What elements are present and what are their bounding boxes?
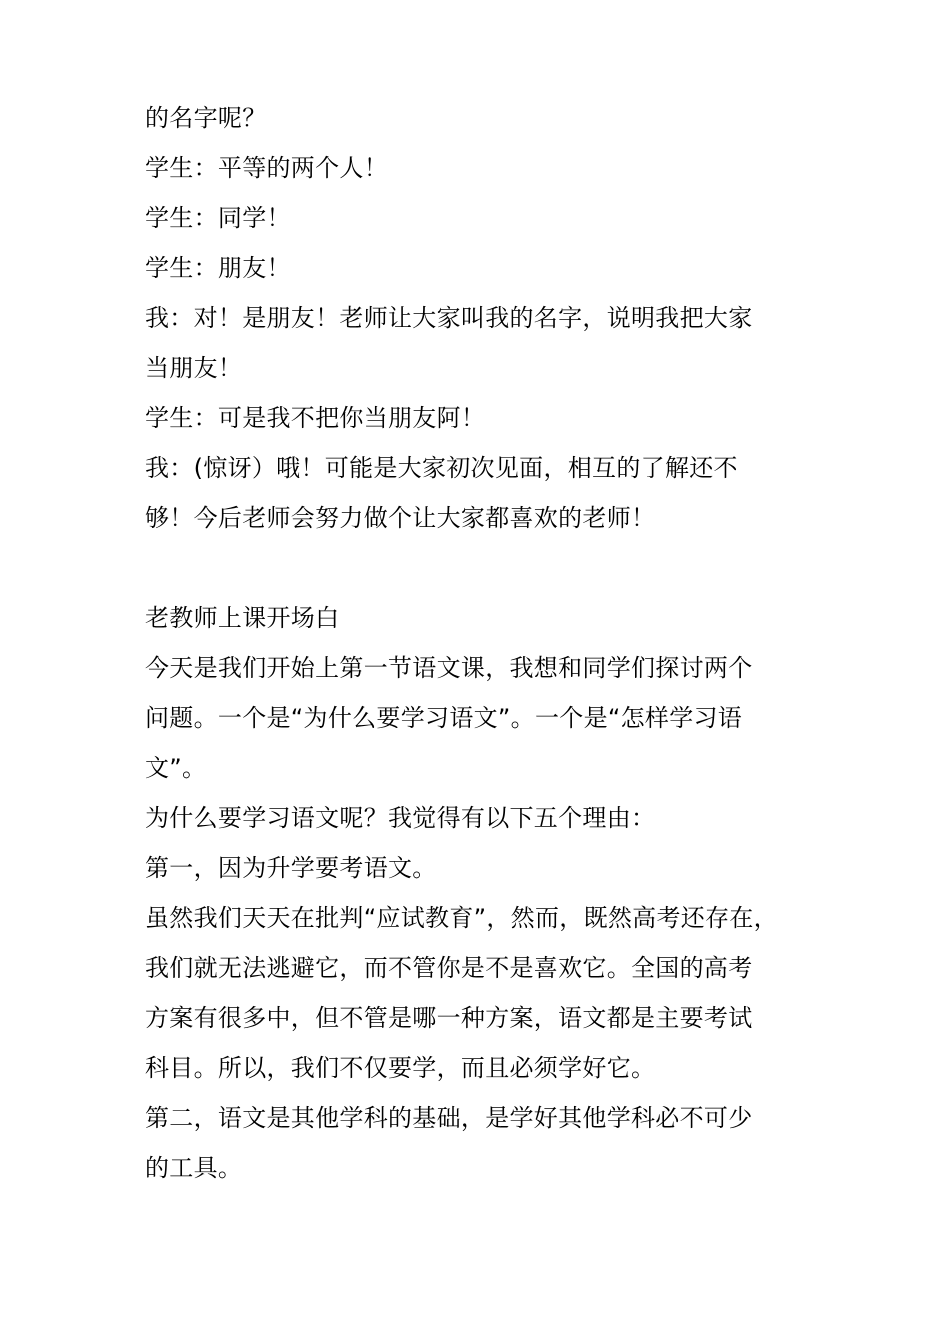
text-line: 当朋友！ <box>145 354 243 382</box>
text-line: 学生：朋友！ <box>145 254 291 282</box>
blank-line <box>145 543 795 593</box>
text-line: 学生：可是我不把你当朋友阿！ <box>145 404 486 432</box>
text-line: 我们就无法逃避它，而不管你是不是喜欢它。全国的高考 <box>145 954 753 982</box>
section-heading: 老教师上课开场白 <box>145 604 340 632</box>
text-line: 科目。所以，我们不仅要学，而且必须学好它。 <box>145 1054 656 1082</box>
text-line: 的名字呢？ <box>145 104 267 132</box>
text-line: 我：对！是朋友！老师让大家叫我的名字，说明我把大家 <box>145 304 753 332</box>
text-line: 我：(惊讶）哦！可能是大家初次见面，相互的了解还不 <box>145 454 738 482</box>
text-line: 的工具。 <box>145 1154 243 1182</box>
text-line: 第一，因为升学要考语文。 <box>145 854 437 882</box>
text-line: 文”。 <box>145 754 207 782</box>
text-line: 学生：同学！ <box>145 204 291 232</box>
text-line: 问题。一个是“为什么要学习语文”。一个是“怎样学习语 <box>145 704 743 732</box>
text-line: 方案有很多中，但不管是哪一种方案，语文都是主要考试 <box>145 1004 753 1032</box>
document-body <box>145 93 795 1193</box>
text-line: 今天是我们开始上第一节语文课，我想和同学们探讨两个 <box>145 654 753 682</box>
text-line: 为什么要学习语文呢？我觉得有以下五个理由： <box>145 804 656 832</box>
text-line: 够！今后老师会努力做个让大家都喜欢的老师！ <box>145 504 656 532</box>
text-line: 虽然我们天天在批判“应试教育”，然而，既然高考还存在， <box>145 904 778 932</box>
text-line: 第二，语文是其他学科的基础，是学好其他学科必不可少 <box>145 1104 753 1132</box>
text-line: 学生：平等的两个人！ <box>145 154 388 182</box>
